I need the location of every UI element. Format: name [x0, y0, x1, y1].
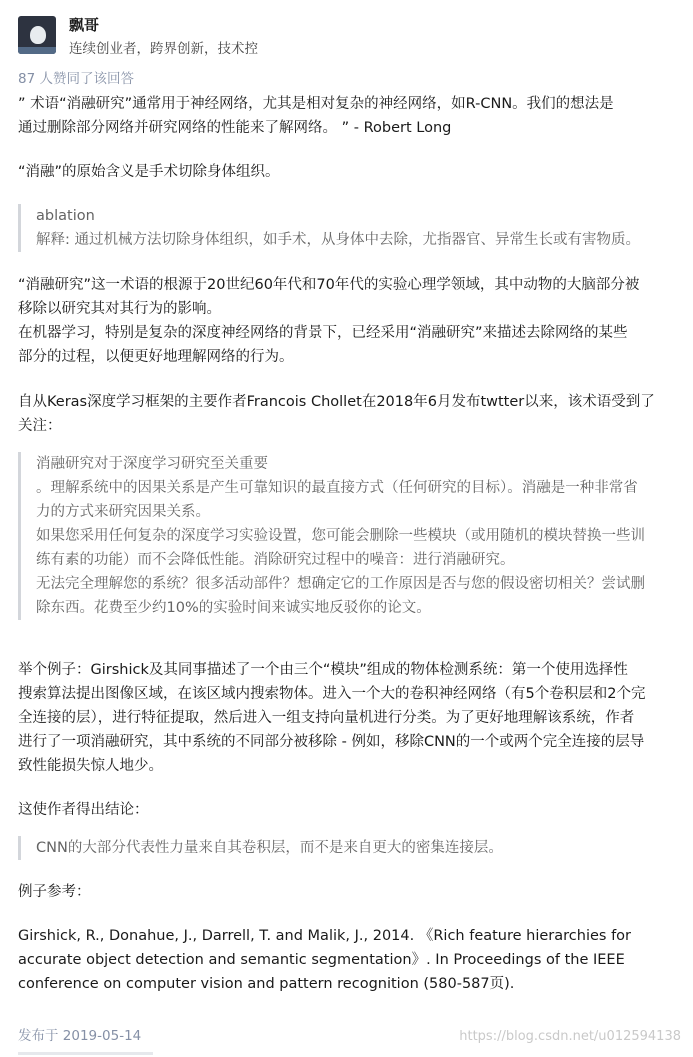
- blockquote-chollet: 消融研究对于深度学习研究至关重要 。理解系统中的因果关系是产生可靠知识的最直接方式（任何研究的目标）。消融是一种非常省 力的方式来研究因果关系。 如果您采用任何复杂的深度学习实验设置，您可能会删除一些模块（或用随机的模块替换一些训 练有素的功能）而不会降低性能。消除研究过程中的噪音：进行消融研究。 无法完全理解您的系统？很多活动部件？想确定它的工作原因是否与您的假设密切相关？尝试删 除东西。花费至少约10%的实验时间来诚实地反驳你的论文。: [18, 452, 680, 620]
- paragraph-example: 举个例子：Girshick及其同事描述了一个由三个“模块”组成的物体检测系统：第一个使用选择性 搜索算法提出图像区域，在该区域内搜索物体。进入一个大的卷积神经网络（有5个卷积层和2个完 全连接的层），进行特征提取，然后进入一组支持向量机进行分类。为了更好地理解该系统，作者 进行了一项消融研究，其中系统的不同部分被移除 - 例如，移除CNN的一个或两个完全连接的层导 致性能损失惊人地少。: [18, 662, 646, 774]
- paragraph-quote-intro: ” 术语“消融研究”通常用于神经网络，尤其是相对复杂的神经网络，如R-CNN。我们的想法是 通过删除部分网络并研究网络的性能来了解网络。 ” - Robert Long: [18, 96, 614, 136]
- paragraph-keras: 自从Keras深度学习框架的主要作者Francois Chollet在2018年6月发布twtter以来，该术语受到了 关注：: [18, 394, 655, 434]
- author-name[interactable]: 飘哥: [69, 16, 100, 34]
- paragraph-origin: “消融研究”这一术语的根源于20世纪60年代和70年代的实验心理学领域，其中动物的大脑部分被 移除以研究其对其行为的影响。 在机器学习，特别是复杂的深度神经网络的背景下，已经采用“消融研究”来描述去除网络的某些 部分的过程，以便更好地理解网络的行为。: [18, 277, 640, 365]
- paragraph-reference-lead: 例子参考：: [18, 884, 91, 900]
- avatar-face-icon: [30, 26, 46, 44]
- vote-count: 87 人赞同了该回答: [18, 71, 134, 87]
- author-bio: 连续创业者，跨界创新，技术控: [69, 41, 258, 57]
- paragraph-reference: Girshick, R., Donahue, J., Darrell, T. and Malik, J., 2014. 《Rich feature hierarchies for accurate object detection and semantic segmentation》. In Proceedings of the IEEE conference on computer vision and pattern recognition (580-587页).: [18, 928, 632, 992]
- blockquote-conclusion: CNN的大部分代表性力量来自其卷积层，而不是来自更大的密集连接层。: [18, 836, 680, 860]
- publish-date[interactable]: 发布于 2019-05-14: [18, 1028, 142, 1044]
- footer-divider: [18, 1052, 153, 1055]
- paragraph-ablation-meaning: “消融”的原始含义是手术切除身体组织。: [18, 164, 280, 180]
- author-avatar[interactable]: [18, 16, 56, 54]
- blockquote-definition: ablation 解释: 通过机械方法切除身体组织，如手术，从身体中去除，尤指器官、异常生长或有害物质。: [18, 204, 680, 252]
- answer-content: [18, 92, 680, 996]
- paragraph-conclusion-lead: 这使作者得出结论：: [18, 802, 149, 818]
- source-watermark: https://blog.csdn.net/u012594138: [459, 1029, 681, 1044]
